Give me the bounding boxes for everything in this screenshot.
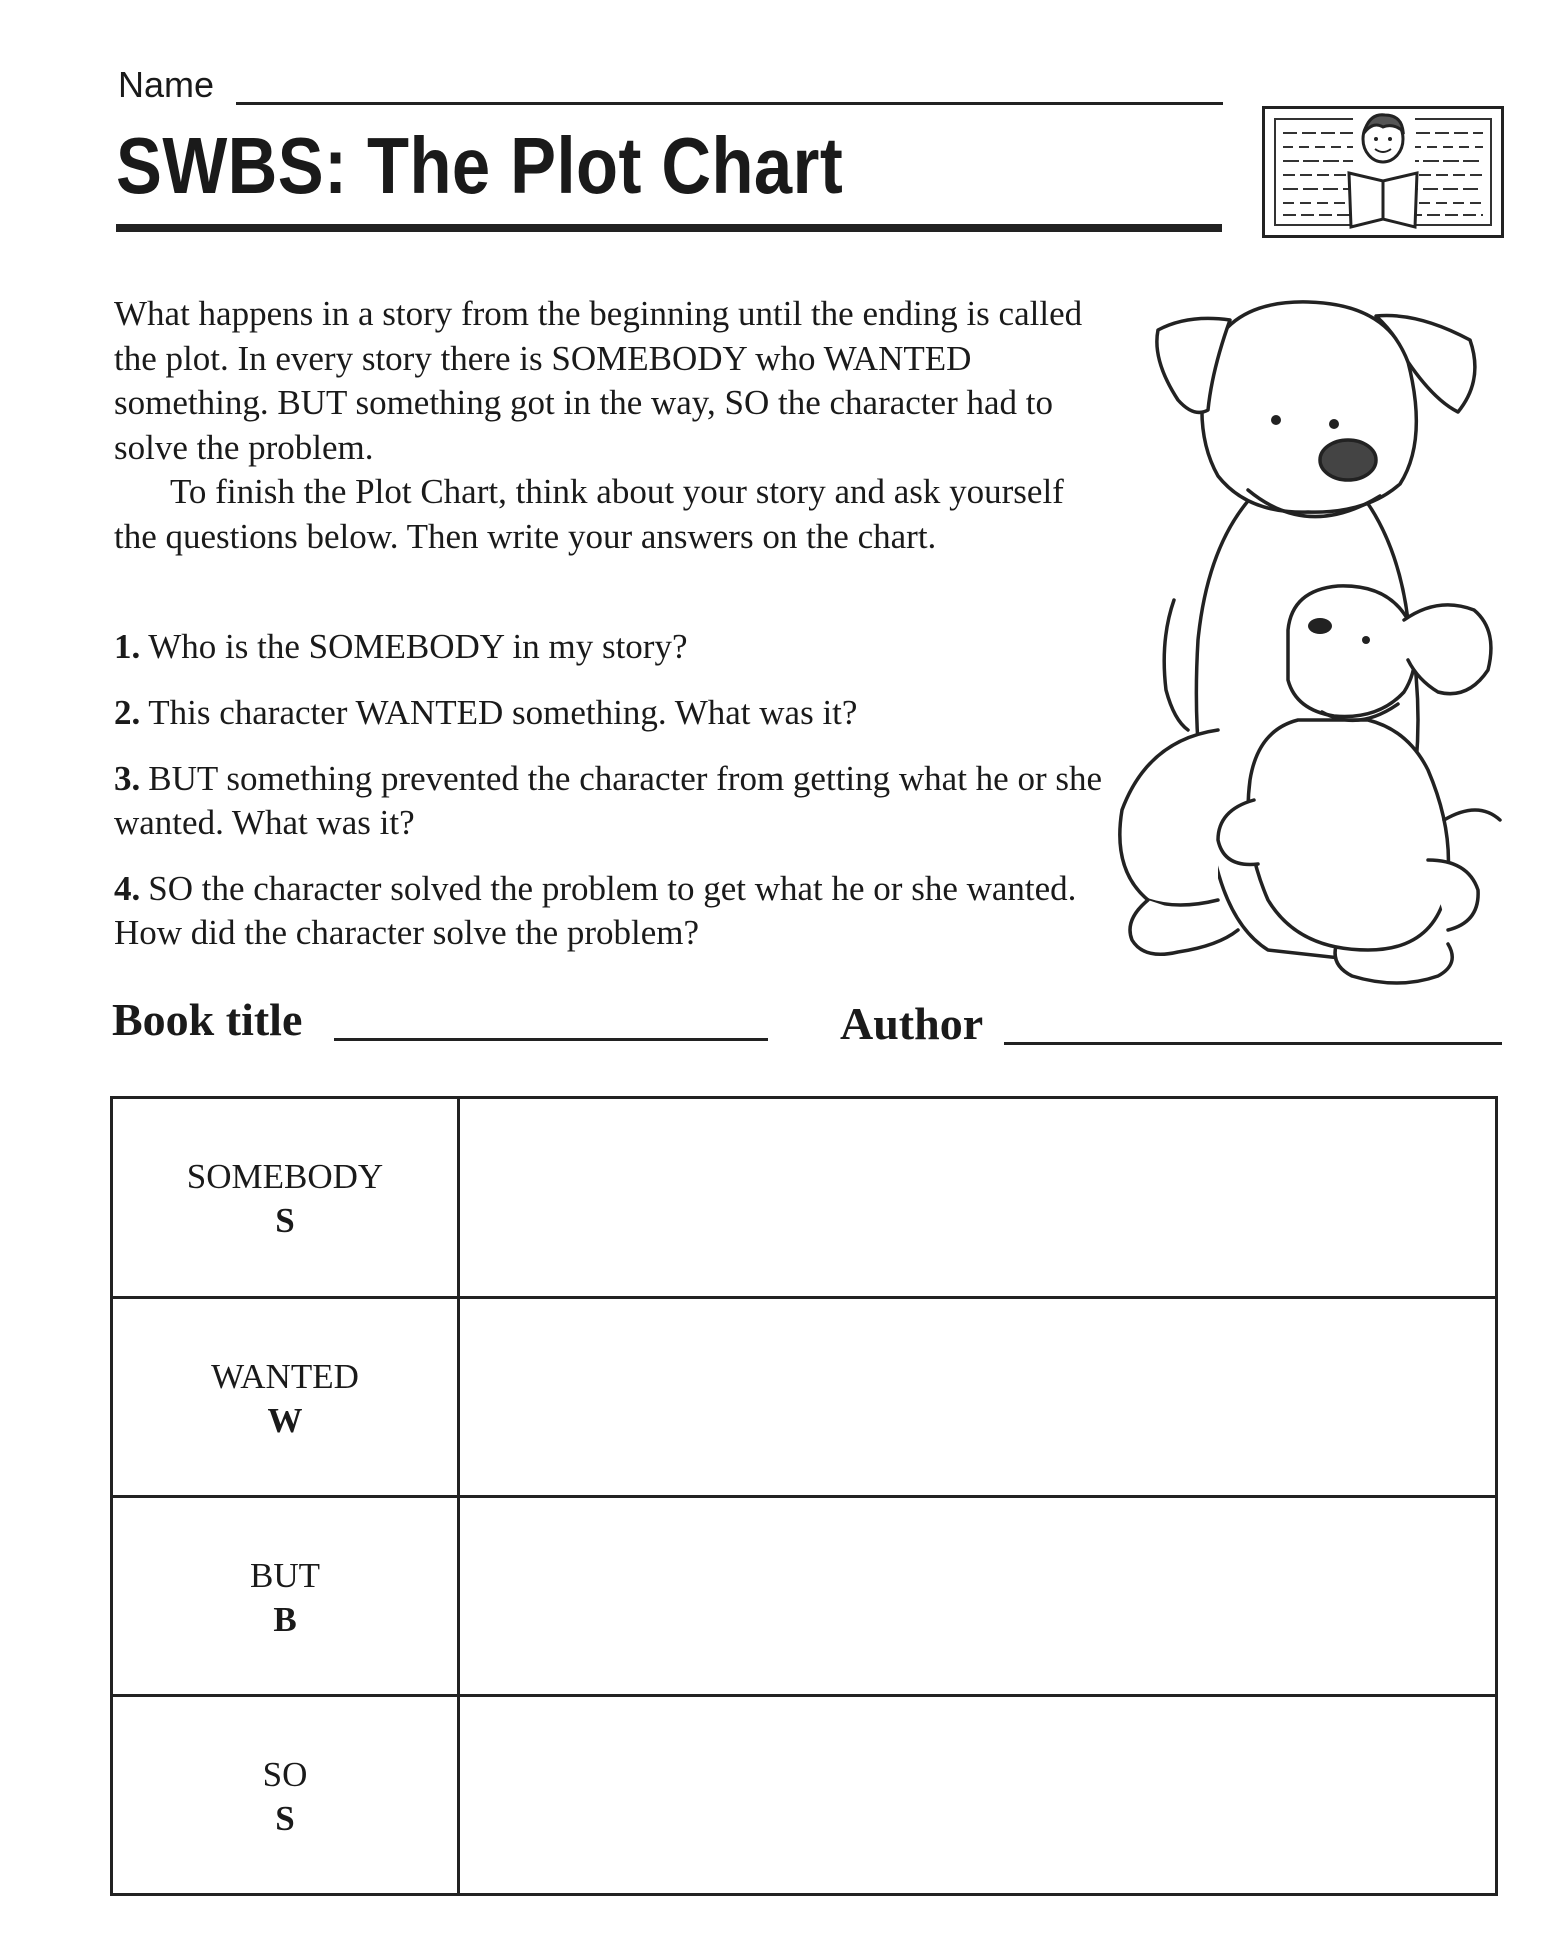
row-label: [113, 1498, 460, 1698]
reading-person-icon: [1262, 106, 1504, 238]
name-field[interactable]: [236, 102, 1223, 105]
question-item: [114, 691, 1104, 735]
question-item: [114, 625, 1104, 669]
row-label: [113, 1697, 460, 1896]
row-word: BUT: [250, 1556, 320, 1595]
plot-chart-table: [110, 1096, 1498, 1896]
book-title-field[interactable]: [334, 1038, 768, 1041]
table-row: [113, 1099, 1495, 1299]
question-number: 1.: [114, 627, 141, 666]
table-row: [113, 1495, 1495, 1698]
dogs-illustration-icon: [1108, 300, 1548, 1000]
table-row: [113, 1694, 1495, 1896]
question-item: [114, 757, 1104, 845]
answer-cell[interactable]: [460, 1498, 1495, 1698]
question-text: SO the character solved the problem to get what he or she wanted. How did the character solve the problem?: [114, 869, 1077, 952]
question-text: This character WANTED something. What was it?: [148, 693, 858, 732]
row-word: SO: [262, 1754, 308, 1794]
question-text: Who is the SOMEBODY in my story?: [148, 627, 688, 666]
question-text: BUT something prevented the character from getting what he or she wanted. What was it?: [114, 759, 1103, 842]
intro-paragraph: What happens in a story from the beginning until the ending is called the plot. In every story there is SOMEBODY who WANTED something. BUT something got in the way, SO the character had to solve the problem.: [114, 294, 1083, 467]
intro-paragraph: To finish the Plot Chart, think about your story and ask yourself the questions below. Then write your answers on the chart.: [114, 472, 1064, 556]
question-number: 3.: [114, 759, 141, 798]
answer-cell[interactable]: [460, 1099, 1495, 1299]
question-list: [114, 625, 1104, 977]
name-row: [118, 62, 1223, 108]
row-letter: B: [273, 1600, 297, 1639]
name-label: Name: [118, 64, 215, 105]
table-row: [113, 1296, 1495, 1499]
author-field[interactable]: [1004, 1042, 1502, 1045]
author-label: Author: [840, 998, 984, 1049]
title-divider: [116, 224, 1222, 232]
book-title-label: Book title: [112, 994, 303, 1045]
row-letter: S: [275, 1798, 295, 1838]
row-label: [113, 1299, 460, 1499]
row-letter: W: [267, 1401, 303, 1440]
row-label: [113, 1099, 460, 1299]
question-item: [114, 867, 1104, 955]
row-letter: S: [275, 1201, 295, 1240]
answer-cell[interactable]: [460, 1299, 1495, 1499]
instructions: [114, 292, 1104, 559]
page-title: SWBS: The Plot Chart: [116, 121, 844, 210]
book-info-row: [112, 990, 1502, 1050]
row-word: WANTED: [211, 1357, 359, 1396]
question-number: 4.: [114, 869, 141, 908]
row-word: SOMEBODY: [186, 1157, 384, 1196]
answer-cell[interactable]: [460, 1697, 1495, 1896]
question-number: 2.: [114, 693, 141, 732]
